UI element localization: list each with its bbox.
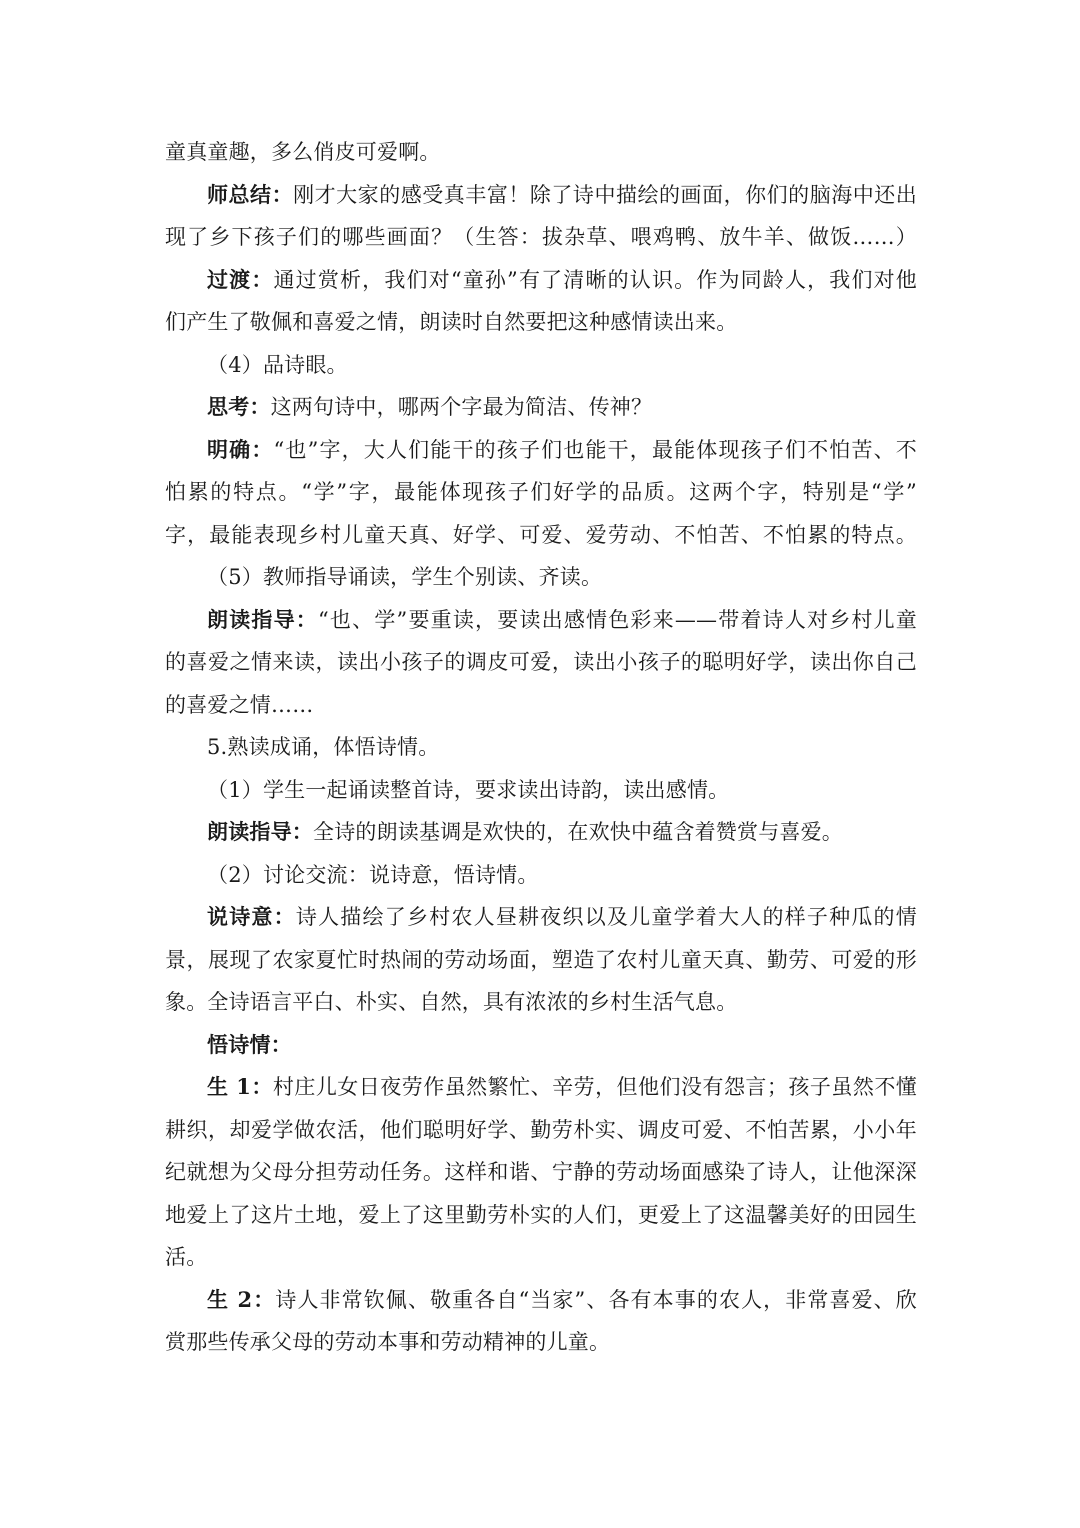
paragraph-line — [165, 641, 917, 684]
line-text: 字，最能表现乡村儿童天真、好学、可爱、爱劳动、不怕苦、不怕累的特点。 — [165, 522, 917, 547]
line-label: 明确： — [207, 436, 274, 462]
line-label: 朗读指导： — [207, 606, 318, 632]
line-text: （5）教师指导诵读，学生个别读、齐读。 — [207, 565, 603, 589]
paragraph-line — [165, 216, 917, 259]
paragraph-line — [165, 939, 917, 982]
paragraph-line — [165, 386, 917, 429]
line-text: 活。 — [165, 1245, 208, 1269]
paragraph-line — [165, 769, 917, 812]
paragraph-line — [165, 344, 917, 387]
line-text: 耕织，却爱学做农活，他们聪明好学、勤劳朴实、调皮可爱、不怕苦累，小小年 — [165, 1117, 917, 1142]
paragraph-line — [165, 726, 917, 769]
line-text: 现了乡下孩子们的哪些画面？（生答：拔杂草、喂鸡鸭、放牛羊、做饭……） — [165, 225, 917, 249]
line-text: 童真童趣，多么俏皮可爱啊。 — [165, 140, 441, 164]
line-text: 的喜爱之情…… — [165, 692, 314, 717]
paragraph-line — [165, 471, 917, 514]
line-text: 这两句诗中，哪两个字最为简洁、传神？ — [270, 395, 653, 419]
paragraph-line — [165, 556, 917, 599]
line-label: 朗读指导： — [207, 819, 313, 844]
paragraph-line — [165, 1024, 917, 1067]
line-label: 思考： — [207, 394, 271, 419]
line-text: 们产生了敬佩和喜爱之情，朗读时自然要把这种感情读出来。 — [165, 310, 738, 334]
paragraph-line — [165, 981, 917, 1024]
line-text: 通过赏析，我们对“童孙”有了清晰的认识。作为同龄人，我们对他 — [273, 267, 917, 292]
line-text: “也、学”要重读，要读出感情色彩来——带着诗人对乡村儿童 — [318, 607, 918, 632]
paragraph-line — [165, 429, 917, 472]
paragraph-line — [165, 174, 917, 217]
line-text: 诗人非常钦佩、敬重各自“当家”、各有本事的农人，非常喜爱、欣 — [275, 1287, 917, 1312]
line-text: （1）学生一起诵读整首诗，要求读出诗韵，读出感情。 — [207, 777, 730, 802]
line-text: 赏那些传承父母的劳动本事和劳动精神的儿童。 — [165, 1330, 611, 1354]
line-text: “也”字，大人们能干的孩子们也能干，最能体现孩子们不怕苦、不 — [273, 437, 917, 462]
paragraph-line — [165, 1236, 917, 1279]
paragraph-line — [165, 259, 917, 302]
line-label: 说诗意： — [207, 904, 296, 929]
line-text: 刚才大家的感受真丰富！除了诗中描绘的画面，你们的脑海中还出 — [293, 182, 917, 207]
line-text: （4）品诗眼。 — [207, 352, 348, 377]
paragraph-line — [165, 1109, 917, 1152]
line-label: 生 2： — [207, 1286, 276, 1312]
line-text: 怕累的特点。“学”字，最能体现孩子们好学的品质。这两个字，特别是“学” — [165, 480, 917, 504]
line-text: 全诗的朗读基调是欢快的，在欢快中蕴含着赞赏与喜爱。 — [313, 820, 843, 844]
paragraph-line — [165, 301, 917, 344]
line-label: 悟诗情： — [207, 1031, 292, 1057]
paragraph-line — [165, 1279, 917, 1322]
line-text: 5.熟读成诵，体悟诗情。 — [207, 735, 440, 759]
line-text: 地爱上了这片土地，爱上了这里勤劳朴实的人们，更爱上了这温馨美好的田园生 — [165, 1202, 917, 1227]
line-text: 纪就想为父母分担劳动任务。这样和谐、宁静的劳动场面感染了诗人，让他深深 — [165, 1160, 917, 1184]
paragraph-line — [165, 811, 917, 854]
line-text: 村庄儿女日夜劳作虽然繁忙、辛劳，但他们没有怨言；孩子虽然不懂 — [272, 1075, 917, 1099]
paragraph-line — [165, 514, 917, 557]
document-page — [165, 131, 917, 1364]
line-label: 生 1： — [207, 1074, 273, 1099]
line-label: 师总结： — [207, 181, 294, 207]
line-label: 过渡： — [207, 266, 274, 292]
line-text: 景，展现了农家夏忙时热闹的劳动场面，塑造了农村儿童天真、勤劳、可爱的形 — [165, 947, 917, 972]
paragraph-line — [165, 1151, 917, 1194]
paragraph-line — [165, 896, 917, 939]
paragraph-line — [165, 131, 917, 174]
line-text: 诗人描绘了乡村农人昼耕夜织以及儿童学着大人的样子种瓜的情 — [295, 905, 917, 929]
paragraph-line — [165, 1194, 917, 1237]
paragraph-line — [165, 1066, 917, 1109]
paragraph-line — [165, 1321, 917, 1364]
line-text: （2）讨论交流：说诗意，悟诗情。 — [207, 862, 539, 887]
paragraph-line — [165, 599, 917, 642]
line-text: 的喜爱之情来读，读出小孩子的调皮可爱，读出小孩子的聪明好学，读出你自己 — [165, 650, 917, 674]
line-text: 象。全诗语言平白、朴实、自然，具有浓浓的乡村生活气息。 — [165, 990, 738, 1014]
paragraph-line — [165, 684, 917, 727]
paragraph-line — [165, 854, 917, 897]
